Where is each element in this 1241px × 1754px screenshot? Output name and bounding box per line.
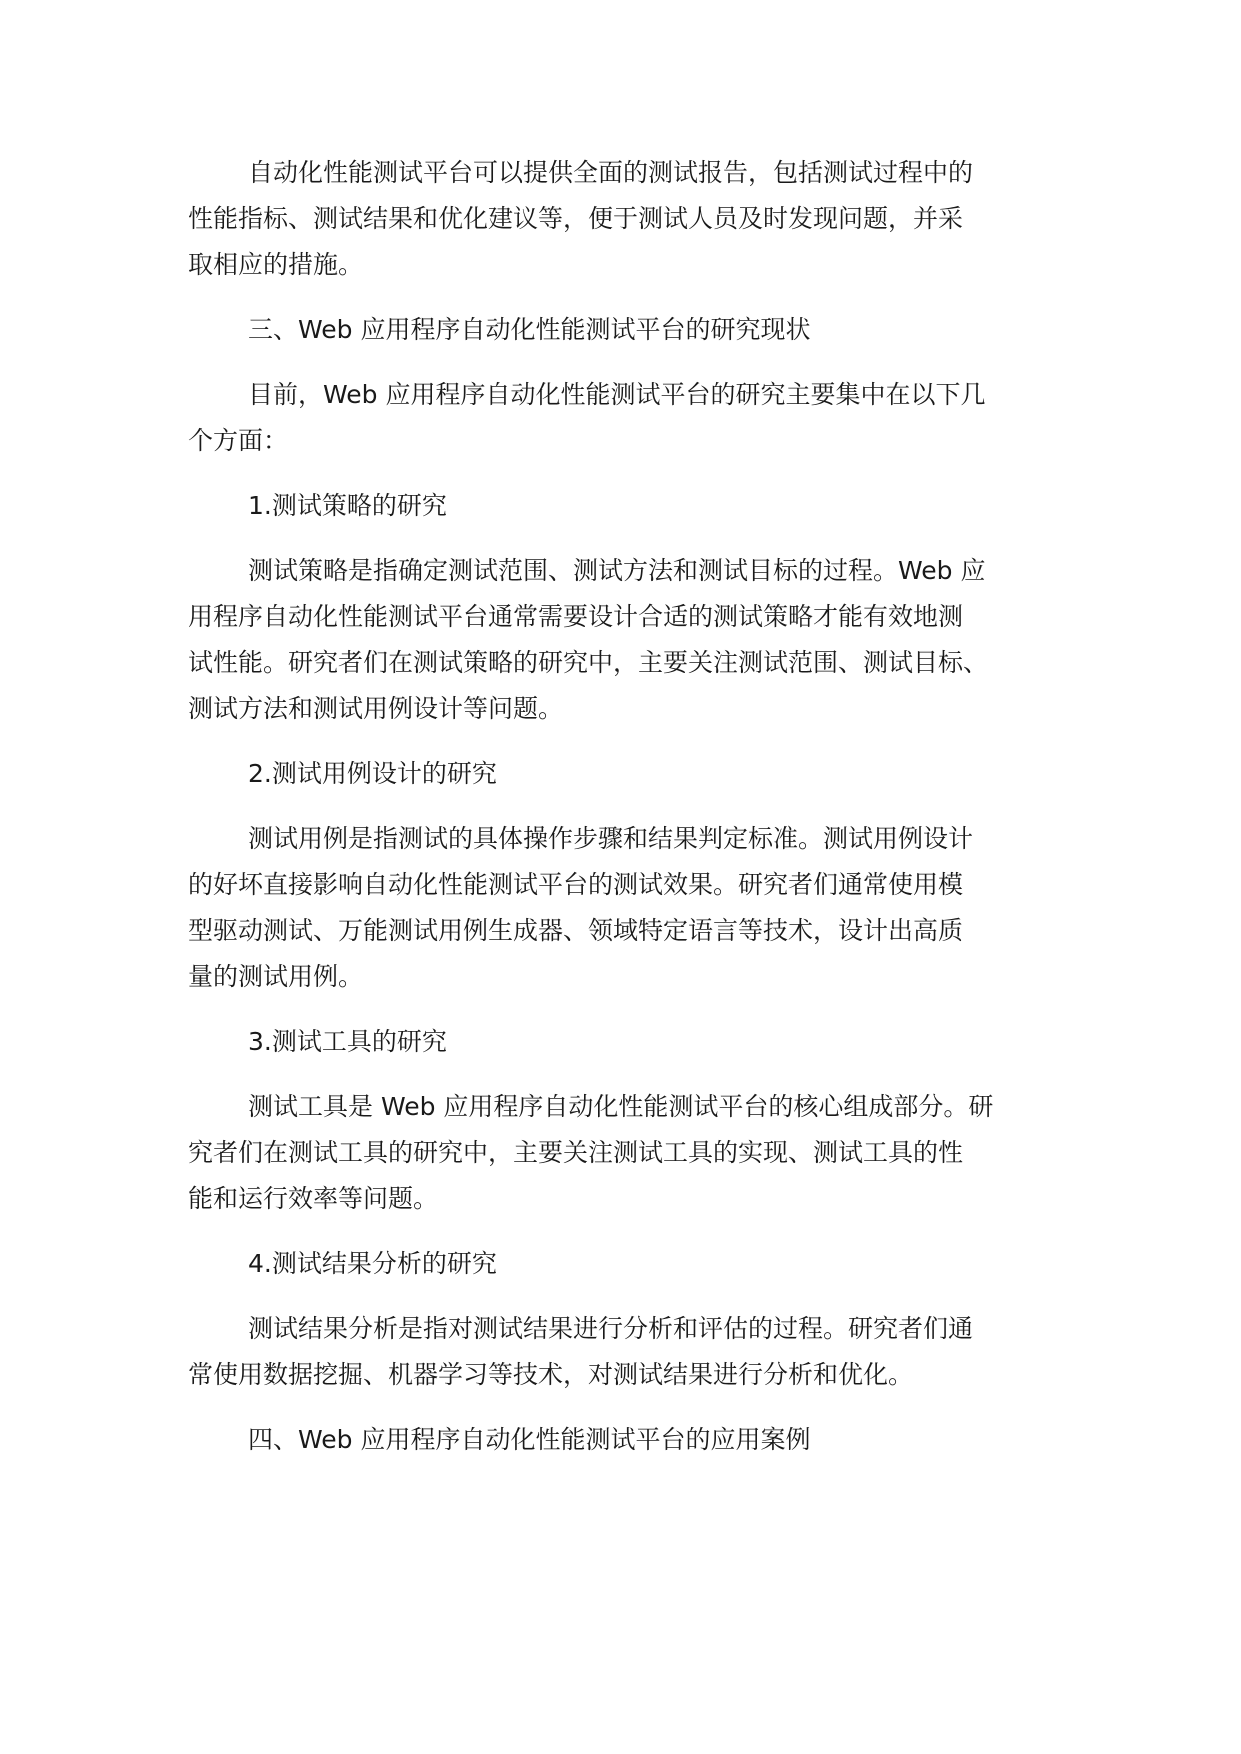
text-line: 的好坏直接影响自动化性能测试平台的测试效果。研究者们通常使用模 [188, 870, 964, 899]
text-line: 用程序自动化性能测试平台通常需要设计合适的测试策略才能有效地测 [188, 602, 964, 631]
text-line: 个方面： [188, 426, 289, 455]
subsection-heading: 3.测试工具的研究 [248, 1027, 447, 1056]
paragraph [188, 816, 1068, 1000]
text-line: 能和运行效率等问题。 [188, 1184, 439, 1213]
section-heading: 四、Web 应用程序自动化性能测试平台的应用案例 [248, 1425, 811, 1454]
text-line: 测试工具是 Web 应用程序自动化性能测试平台的核心组成部分。研 [248, 1092, 994, 1121]
text-line: 型驱动测试、万能测试用例生成器、领域特定语言等技术，设计出高质 [188, 916, 964, 945]
document-body [188, 150, 1068, 1482]
paragraph [188, 372, 1068, 464]
paragraph [188, 150, 1068, 288]
text-line: 测试方法和测试用例设计等问题。 [188, 694, 564, 723]
text-line: 性能指标、测试结果和优化建议等，便于测试人员及时发现问题，并采 [188, 204, 964, 233]
text-line: 测试用例是指测试的具体操作步骤和结果判定标准。测试用例设计 [248, 824, 974, 853]
subsection-heading: 2.测试用例设计的研究 [248, 759, 497, 788]
text-line: 自动化性能测试平台可以提供全面的测试报告，包括测试过程中的 [248, 158, 974, 187]
paragraph [188, 1306, 1068, 1398]
text-line: 常使用数据挖掘、机器学习等技术，对测试结果进行分析和优化。 [188, 1360, 914, 1389]
text-line: 量的测试用例。 [188, 962, 364, 991]
subsection-heading: 1.测试策略的研究 [248, 491, 447, 520]
text-line: 目前，Web 应用程序自动化性能测试平台的研究主要集中在以下几 [248, 380, 986, 409]
paragraph [188, 1084, 1068, 1222]
text-line: 测试策略是指确定测试范围、测试方法和测试目标的过程。Web 应 [248, 556, 986, 585]
text-line: 取相应的措施。 [188, 250, 364, 279]
subsection-heading: 4.测试结果分析的研究 [248, 1249, 497, 1278]
text-line: 试性能。研究者们在测试策略的研究中，主要关注测试范围、测试目标、 [188, 648, 989, 677]
text-line: 究者们在测试工具的研究中，主要关注测试工具的实现、测试工具的性 [188, 1138, 964, 1167]
paragraph [188, 548, 1068, 732]
section-heading: 三、Web 应用程序自动化性能测试平台的研究现状 [248, 315, 811, 344]
text-line: 测试结果分析是指对测试结果进行分析和评估的过程。研究者们通 [248, 1314, 974, 1343]
